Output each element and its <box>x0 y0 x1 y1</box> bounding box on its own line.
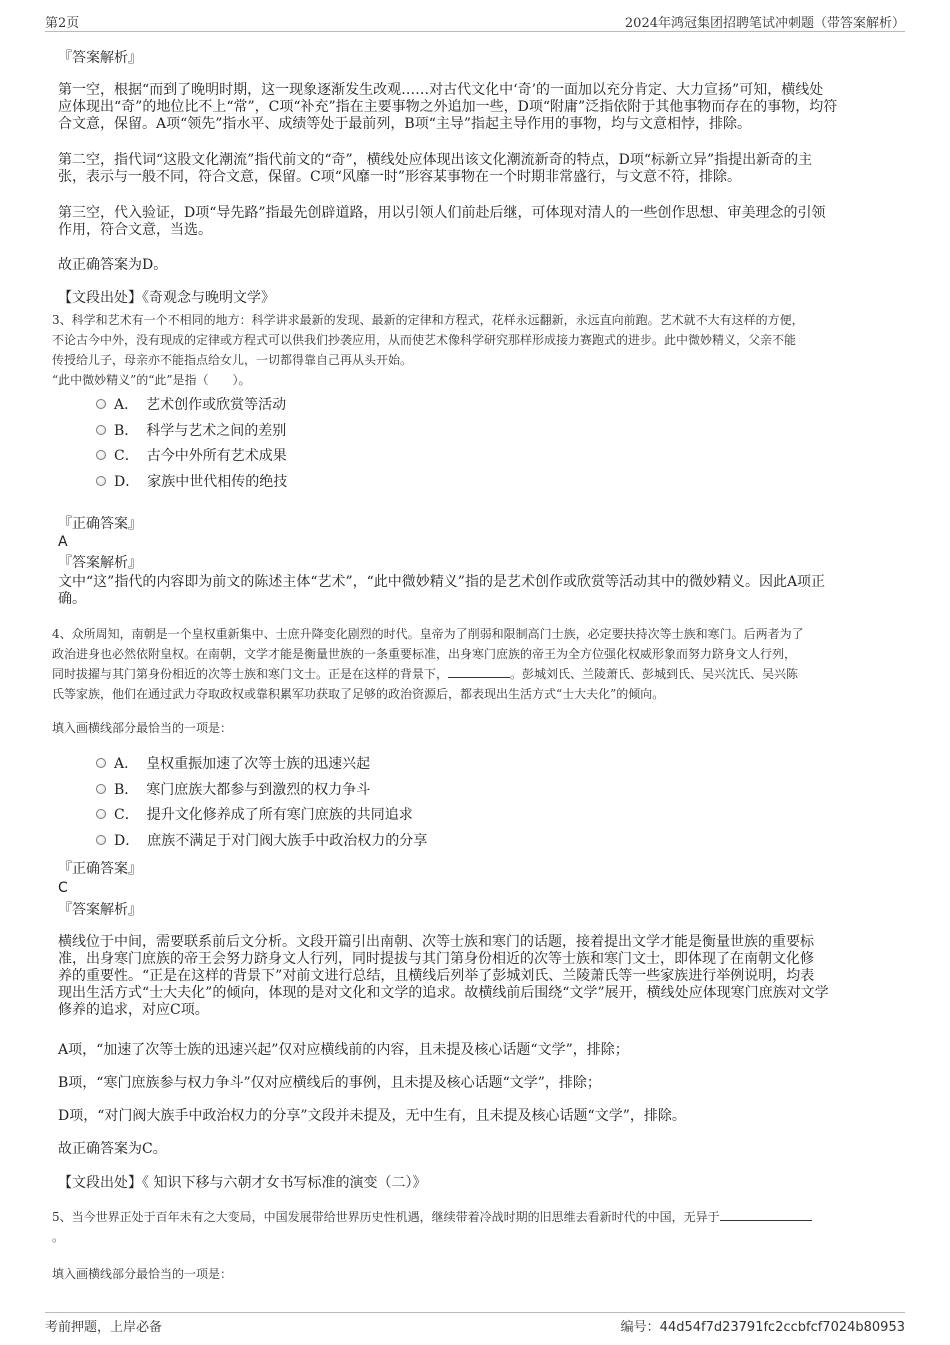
option-text: 寒门庶族大都参与到激烈的权力争斗 <box>146 782 371 798</box>
fill-blank <box>448 666 510 678</box>
q3-answer-label: 『正确答案』 <box>58 516 142 532</box>
text-segment: 5、当今世界正处于百年未有之大变局，中国发展带给世界历史性机遇，继续带着冷战时期的旧思维去看新时代的中国，无异于 <box>52 1210 720 1224</box>
q4-option-a[interactable] <box>96 755 370 773</box>
option-text: 科学与艺术之间的差别 <box>146 423 287 439</box>
option-letter: B． <box>114 782 139 798</box>
document-id: 编号：44d54f7d23791fc2ccbfcf7024b80953 <box>620 1320 905 1335</box>
q3-option-d[interactable] <box>96 473 287 491</box>
q2-analysis-label: 『答案解析』 <box>58 50 142 66</box>
text-line: 。 <box>52 1230 65 1244</box>
q4-option-c[interactable] <box>96 806 413 824</box>
q3-question: “此中微妙精义”的“此”是指（ ）。 <box>52 373 251 387</box>
text-line: 横线位于中间，需要联系前后文分析。文段开篇引出南朝、次等士族和寒门的话题，接着提出文学才能是衡量世族的重要标 <box>58 934 814 950</box>
page-header <box>45 12 905 32</box>
option-text: 提升文化修养成了所有寒门庶族的共同追求 <box>146 807 413 823</box>
q4-analysis-label: 『答案解析』 <box>58 902 142 918</box>
text-line: 合文意，保留。A项“领先”指水平、成绩等处于最前列，B项“主导”指起主导作用的事物，均与文意相悖，排除。 <box>58 116 752 132</box>
radio-button[interactable] <box>96 476 106 486</box>
text-line: 第一空，根据“而到了晚明时期，这一现象逐渐发生改观……对古代文化中‘奇’的一面加以充分肯定、大力宣扬”可知，横线处 <box>58 82 824 98</box>
q2-source: 【文段出处】《奇观念与晚明文学》 <box>58 290 275 306</box>
option-text: 古今中外所有艺术成果 <box>146 448 287 464</box>
q3-analysis <box>58 574 898 608</box>
text-line: 养的重要性。“正是在这样的背景下”对前文进行总结，且横线后列举了彭城刘氏、兰陵萧氏等一些家族进行举例说明，均表 <box>58 968 815 984</box>
option-text: 艺术创作或欣赏等活动 <box>146 397 287 413</box>
text-line: 现出生活方式“士大夫化”的倾向，体现的是对文化和文学的追求。故横线前后围绕“文学”展开，横线处应体现寒门庶族对文学 <box>58 985 829 1001</box>
q3-stem <box>52 310 902 390</box>
q4-option-d[interactable] <box>96 832 427 850</box>
text-line: 第二空，指代词“这股文化潮流”指代前文的“奇”，横线处应体现出该文化潮流新奇的特点，D项“标新立异”指提出新奇的主 <box>58 152 813 168</box>
page-number: 第2页 <box>45 16 80 31</box>
text-line <box>52 1207 902 1227</box>
option-text: 皇权重振加速了次等士族的迅速兴起 <box>146 756 371 772</box>
option-letter: A． <box>114 756 139 772</box>
fill-blank <box>720 1209 812 1221</box>
footer-slogan: 考前押题，上岸必备 <box>45 1320 163 1335</box>
option-letter: D． <box>114 474 140 490</box>
q4-analysis-a: A项，“加速了次等士族的迅速兴起”仅对应横线前的内容，且未提及核心话题“文学”，排除； <box>58 1042 629 1058</box>
q4-stem <box>52 624 902 704</box>
option-text: 庶族不满足于对门阀大族手中政治权力的分享 <box>147 833 428 849</box>
q5-prompt: 填入画横线部分最恰当的一项是： <box>52 1267 233 1281</box>
q3-answer: A <box>58 534 68 550</box>
option-letter: C． <box>114 448 139 464</box>
text-line: 第三空，代入验证，D项“导先路”指最先创辟道路，用以引领人们前赴后继，可体现对清人的一些创作思想、审美理念的引领 <box>58 205 826 221</box>
text-line: 政治进身也必然依附皇权。在南朝，文学才能是衡量世族的一条重要标准，出身寒门庶族的帝王为全方位强化权威形象而努力跻身文人行列， <box>52 647 797 661</box>
text-line: 应体现出“奇”的地位比不上“常”，C项“补充”指在主要事物之外追加一些，D项“附庸”泛指依附于其他事物而存在的事物，均符 <box>58 99 838 115</box>
radio-button[interactable] <box>96 399 106 409</box>
option-letter: A． <box>114 397 139 413</box>
q3-analysis-label: 『答案解析』 <box>58 555 142 571</box>
page-footer <box>45 1312 905 1334</box>
radio-button[interactable] <box>96 450 106 460</box>
q4-conclusion: 故正确答案为C。 <box>58 1141 167 1157</box>
text-line: 张，表示与一般不同，符合文意，保留。C项“风靡一时”形容某事物在一个时期非常盛行，与文意不符，排除。 <box>58 169 742 185</box>
text-line <box>52 664 902 684</box>
text-line: 作用，符合文意，当选。 <box>58 222 212 238</box>
radio-button[interactable] <box>96 835 106 845</box>
text-line: 3、科学和艺术有一个不相同的地方：科学讲求最新的发现、最新的定律和方程式，花样永远翻新，永远直向前跑。艺术就不大有这样的方便， <box>52 313 804 327</box>
text-segment: 。彭城刘氏、兰陵萧氏、彭城到氏、吴兴沈氏、吴兴陈 <box>510 667 799 681</box>
option-text: 家族中世代相传的绝技 <box>147 474 288 490</box>
q4-analysis-d: D项，“对门阀大族手中政治权力的分享”文段并未提及，无中生有，且未提及核心话题“文学”，排除。 <box>58 1108 686 1124</box>
text-line: 传授给儿子，母亲亦不能指点给女儿，一切都得靠自己再从头开始。 <box>52 353 413 367</box>
q4-option-b[interactable] <box>96 781 370 799</box>
q2-analysis-para1 <box>58 82 898 133</box>
text-line: 确。 <box>58 591 86 607</box>
option-letter: C． <box>114 807 139 823</box>
q4-analysis <box>58 934 903 1019</box>
q4-analysis-b: B项，“寒门庶族参与权力争斗”仅对应横线后的事例，且未提及核心话题“文学”，排除； <box>58 1075 601 1091</box>
text-line: 4、众所周知，南朝是一个皇权重新集中、士庶升降变化剧烈的时代。皇帝为了削弱和限制高门士族，必定要扶持次等士族和寒门。后两者为了 <box>52 627 804 641</box>
q3-option-a[interactable] <box>96 396 286 414</box>
radio-button[interactable] <box>96 425 106 435</box>
option-letter: D． <box>114 833 140 849</box>
q2-analysis-para2 <box>58 152 898 186</box>
q4-source: 【文段出处】《 知识下移与六朝才女书写标准的演变（二）》 <box>58 1175 427 1191</box>
q3-option-b[interactable] <box>96 422 286 440</box>
q3-option-c[interactable] <box>96 447 287 465</box>
radio-button[interactable] <box>96 758 106 768</box>
text-segment: 同时拔擢与其门第身份相近的次等士族和寒门文士。正是在这样的背景下， <box>52 667 449 681</box>
text-line: 氏等家族，他们在通过武力夺取政权或靠积累军功获取了足够的政治资源后，都表现出生活方式“士大夫化”的倾向。 <box>52 687 665 701</box>
radio-button[interactable] <box>96 784 106 794</box>
text-line: 不论古今中外，没有现成的定律或方程式可以供我们抄袭应用，从而使艺术像科学研究那样形成接力赛跑式的进步。此中微妙精义，父亲不能 <box>52 333 797 347</box>
q2-analysis-para3 <box>58 205 898 239</box>
q4-answer: C <box>58 880 68 896</box>
q4-prompt: 填入画横线部分最恰当的一项是： <box>52 721 233 735</box>
radio-button[interactable] <box>96 809 106 819</box>
text-line: 文中“这”指代的内容即为前文的陈述主体“艺术”，“此中微妙精义”指的是艺术创作或欣赏等活动其中的微妙精义。因此A项正 <box>58 574 826 590</box>
option-letter: B． <box>114 423 139 439</box>
text-line: 准，出身寒门庶族的帝王会努力跻身文人行列，同时提拔与其门第身份相近的次等士族和寒门文士，即体现了在南朝文化修 <box>58 951 814 967</box>
text-line: 修养的追求，对应C项。 <box>58 1002 209 1018</box>
document-title: 2024年鸿冠集团招聘笔试冲刺题（带答案解析） <box>624 16 905 31</box>
q4-answer-label: 『正确答案』 <box>58 861 142 877</box>
q5-stem <box>52 1207 902 1247</box>
q2-conclusion: 故正确答案为D。 <box>58 257 168 273</box>
